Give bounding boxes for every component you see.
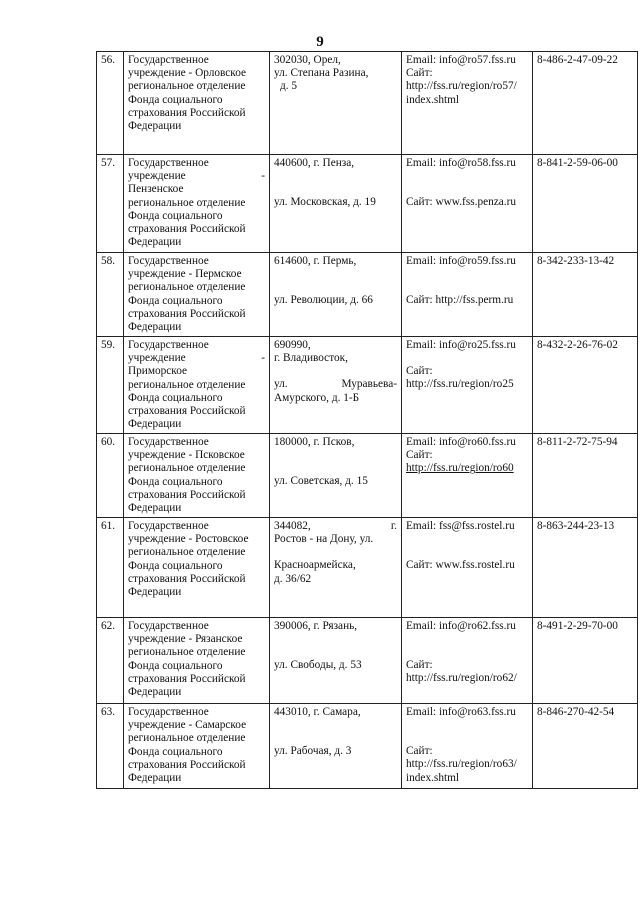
- organization-cell: Государственное учреждение - Рязанское региональное отделение Фонда социального страхования Российской Федерации: [124, 618, 270, 704]
- organization-cell: Государственное учреждение - Псковское региональное отделение Фонда социального страхования Российской Федерации: [124, 434, 270, 518]
- row-number: 61.: [97, 518, 124, 618]
- phone-cell: 8-342-233-13-42: [533, 253, 638, 337]
- phone-cell: 8-432-2-26-76-02: [533, 337, 638, 434]
- phone-cell: 8-863-244-23-13: [533, 518, 638, 618]
- phone-cell: 8-486-2-47-09-22: [533, 52, 638, 155]
- row-number: 58.: [97, 253, 124, 337]
- phone-cell: 8-491-2-29-70-00: [533, 618, 638, 704]
- row-number: 57.: [97, 155, 124, 253]
- email-link[interactable]: Email: info@ro62.fss.ru: [406, 620, 516, 632]
- email-link[interactable]: Email: info@ro25.fss.ru: [406, 339, 516, 351]
- table-row: [97, 434, 638, 518]
- table-row: [97, 253, 638, 337]
- contacts-cell: [402, 434, 533, 518]
- contacts-cell: Email: info@ro57.fss.ru Сайт: http://fss.ru/region/ro57/ index.shtml: [402, 52, 533, 155]
- contacts-cell: [402, 337, 533, 434]
- table-row: [97, 704, 638, 789]
- organization-cell: Государственное учреждение - Пензенское региональное отделение Фонда социального страхования Российской Федерации: [124, 155, 270, 253]
- phone-cell: 8-811-2-72-75-94: [533, 434, 638, 518]
- site-label: Сайт:: [406, 659, 433, 672]
- site-label: Сайт:: [406, 745, 433, 758]
- address-cell: 302030, Орел, ул. Степана Разина, д. 5: [270, 52, 402, 155]
- email-link[interactable]: Email: info@ro59.fss.ru: [406, 255, 516, 267]
- organization-cell: Государственное учреждение - Приморское региональное отделение Фонда социального страхования Российской Федерации: [124, 337, 270, 434]
- site-link[interactable]: Сайт: www.fss.penza.ru: [406, 196, 517, 209]
- row-number: 56.: [97, 52, 124, 155]
- site-label: Сайт:: [406, 67, 433, 80]
- address-cell: 440600, г. Пенза, ул. Московская, д. 19: [270, 155, 402, 253]
- email-link[interactable]: Email: info@ro57.fss.ru: [406, 54, 516, 66]
- organization-cell: Государственное учреждение - Ростовское региональное отделение Фонда социального страхования Российской Федерации: [124, 518, 270, 618]
- site-link[interactable]: http://fss.ru/region/ro63/: [406, 758, 517, 771]
- contacts-cell: Email: info@ro63.fss.ru Сайт: http://fss.ru/region/ro63/ index.shtml: [402, 704, 533, 789]
- address-cell: 614600, г. Пермь, ул. Революции, д. 66: [270, 253, 402, 337]
- row-number: 63.: [97, 704, 124, 789]
- table-row: [97, 518, 638, 618]
- organization-cell: Государственное учреждение - Орловское региональное отделение Фонда социального страхования Российской Федерации: [124, 52, 270, 155]
- table-row: [97, 155, 638, 253]
- site-label: Сайт:: [406, 365, 433, 378]
- site-label: Сайт:: [406, 449, 433, 462]
- organization-cell: Государственное учреждение - Пермское региональное отделение Фонда социального страхования Российской Федерации: [124, 253, 270, 337]
- site-link[interactable]: Сайт: http://fss.perm.ru: [406, 294, 514, 307]
- row-number: 59.: [97, 337, 124, 434]
- address-cell: 443010, г. Самара, ул. Рабочая, д. 3: [270, 704, 402, 789]
- site-link[interactable]: Сайт: www.fss.rostel.ru: [406, 559, 515, 572]
- email-link[interactable]: Email: info@ro60.fss.ru: [406, 436, 516, 448]
- table-row: [97, 618, 638, 704]
- page-number: 9: [316, 34, 324, 50]
- address-cell: 180000, г. Псков, ул. Советская, д. 15: [270, 434, 402, 518]
- contacts-cell: [402, 518, 533, 618]
- contacts-cell: [402, 155, 533, 253]
- table-row: [97, 52, 638, 155]
- address-cell: 344082, г. Ростов - на Дону, ул. Красноармейска, д. 36/62: [270, 518, 402, 618]
- table-row: [97, 337, 638, 434]
- contacts-cell: [402, 618, 533, 704]
- address-cell: 390006, г. Рязань, ул. Свободы, д. 53: [270, 618, 402, 704]
- phone-cell: 8-841-2-59-06-00: [533, 155, 638, 253]
- site-link[interactable]: http://fss.ru/region/ro57/: [406, 80, 517, 93]
- email-link[interactable]: Email: info@ro63.fss.ru: [406, 706, 516, 718]
- site-link[interactable]: http://fss.ru/region/ro62/: [406, 672, 517, 685]
- fss-branches-table: [96, 51, 638, 789]
- organization-cell: Государственное учреждение - Самарское региональное отделение Фонда социального страхования Российской Федерации: [124, 704, 270, 789]
- row-number: 60.: [97, 434, 124, 518]
- row-number: 62.: [97, 618, 124, 704]
- site-link[interactable]: http://fss.ru/region/ro25: [406, 378, 514, 391]
- email-link[interactable]: Email: fss@fss.rostel.ru: [406, 520, 515, 532]
- contacts-cell: [402, 253, 533, 337]
- site-link[interactable]: http://fss.ru/region/ro60: [406, 462, 514, 475]
- email-link[interactable]: Email: info@ro58.fss.ru: [406, 157, 516, 169]
- address-cell: 690990, г. Владивосток, ул. Муравьева- Амурского, д. 1-Б: [270, 337, 402, 434]
- phone-cell: 8-846-270-42-54: [533, 704, 638, 789]
